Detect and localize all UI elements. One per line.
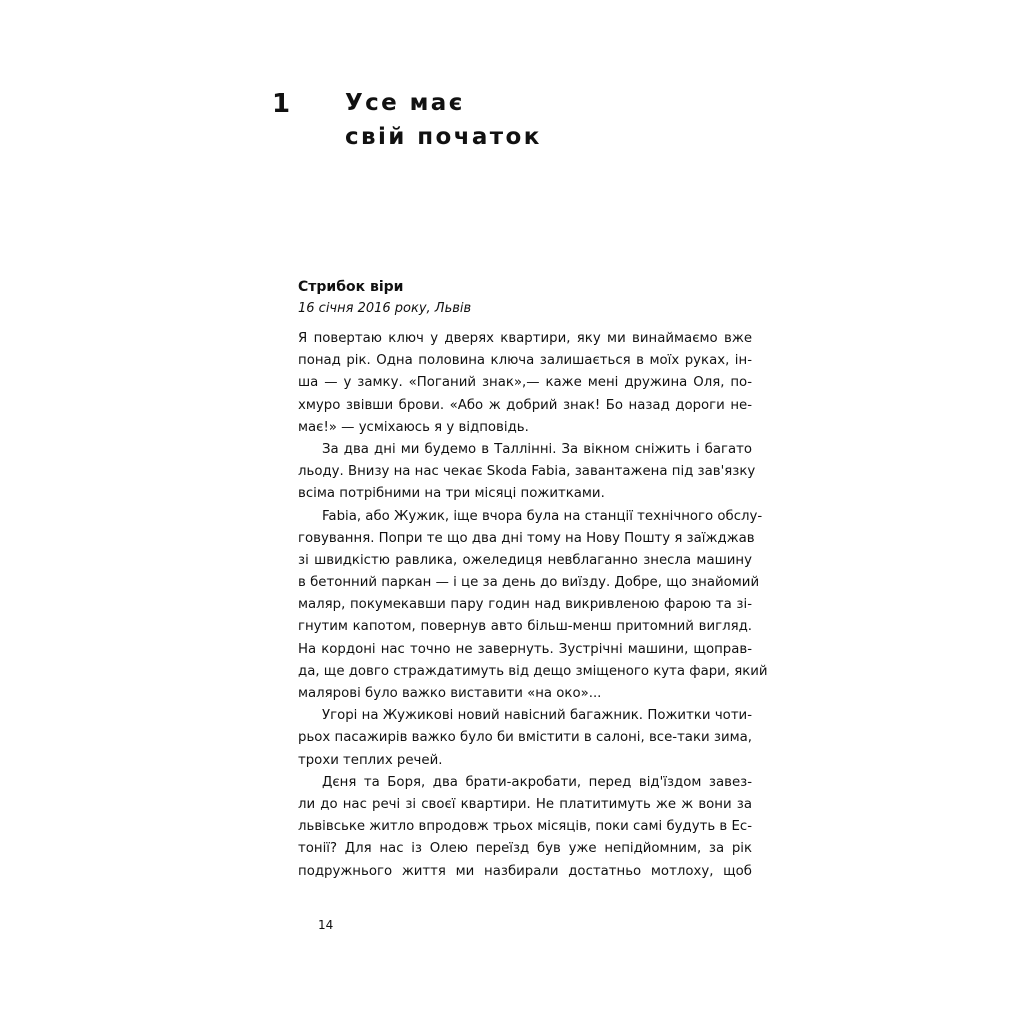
paragraph bbox=[298, 506, 768, 706]
text-line: За два дні ми будемо в Таллінні. За вікном сніжить і багато bbox=[322, 441, 752, 457]
paragraph bbox=[298, 705, 752, 772]
text-line: тонії? Для нас із Олею переїзд був уже непідйомним, за рік bbox=[298, 841, 752, 857]
text-line: ша — у замку. «Поганий знак»,— каже мені дружина Оля, по- bbox=[298, 375, 752, 391]
text-line: всіма потрібними на три місяці пожитками. bbox=[298, 486, 605, 502]
text-line: говування. Попри те що два дні тому на Нову Пошту я заїжджав bbox=[298, 530, 755, 546]
text-line: зі швидкістю равлика, ожеледиця невблаганно знесла машину bbox=[298, 552, 752, 568]
text-line: подружнього життя ми назбирали достатньо мотлоху, щоб bbox=[298, 863, 752, 879]
paragraph bbox=[298, 439, 756, 506]
text-line: Дєня та Боря, два брати-акробати, перед від'їздом завез- bbox=[322, 774, 752, 790]
paragraph bbox=[298, 772, 752, 883]
text-line: Я повертаю ключ у дверях квартири, яку ми винаймаємо вже bbox=[298, 331, 752, 346]
chapter-title-line: свій початок bbox=[345, 124, 542, 150]
text-line: Угорі на Жужикові новий навісний багажник. Пожитки чоти- bbox=[322, 708, 752, 724]
text-line: малярові було важко виставити «на око»... bbox=[298, 686, 602, 701]
text-line: ли до нас речі зі своєї квартири. Не платитимуть же ж вони за bbox=[298, 796, 752, 812]
paragraph bbox=[298, 328, 752, 439]
section-title: Стрибок віри bbox=[298, 279, 404, 295]
text-line: львівське житло впродовж трьох місяців, поки самі будуть в Ес- bbox=[298, 819, 752, 835]
text-line: На кордоні нас точно не завернуть. Зустрічні машини, щоправ- bbox=[298, 641, 752, 657]
text-line: хмуро звівши брови. «Або ж добрий знак! Бо назад дороги не- bbox=[298, 397, 752, 413]
body-text bbox=[298, 328, 768, 883]
text-line: льоду. Внизу на нас чекає Skoda Fabia, завантажена під зав'язку bbox=[298, 464, 756, 480]
text-line: в бетонний паркан — і це за день до виїзду. Добре, що знайомий bbox=[298, 575, 760, 591]
page-number: 14 bbox=[318, 918, 334, 932]
text-line: понад рік. Одна половина ключа залишається в моїх руках, ін- bbox=[298, 353, 752, 369]
text-line: рьох пасажирів важко було би вмістити в салоні, все-таки зима, bbox=[298, 730, 752, 746]
chapter-title-line: Усе має bbox=[345, 90, 465, 116]
section bbox=[298, 276, 768, 883]
chapter-number: 1 bbox=[272, 89, 291, 119]
section-date: 16 січня 2016 року, Львів bbox=[298, 301, 472, 316]
text-line: має!» — усміхаюсь я у відповідь. bbox=[298, 419, 529, 435]
chapter-title bbox=[345, 86, 542, 154]
text-line: да, ще довго страждатимуть від дещо зміщеного кута фари, який bbox=[298, 663, 768, 679]
text-line: маляр, покумекавши пару годин над викривленою фарою та зі- bbox=[298, 597, 752, 613]
text-line: Fabia, або Жужик, іще вчора була на станції технічного обслу- bbox=[322, 508, 763, 524]
text-line: гнутим капотом, повернув авто більш-менш притомний вигляд. bbox=[298, 619, 752, 635]
text-line: трохи теплих речей. bbox=[298, 752, 443, 768]
